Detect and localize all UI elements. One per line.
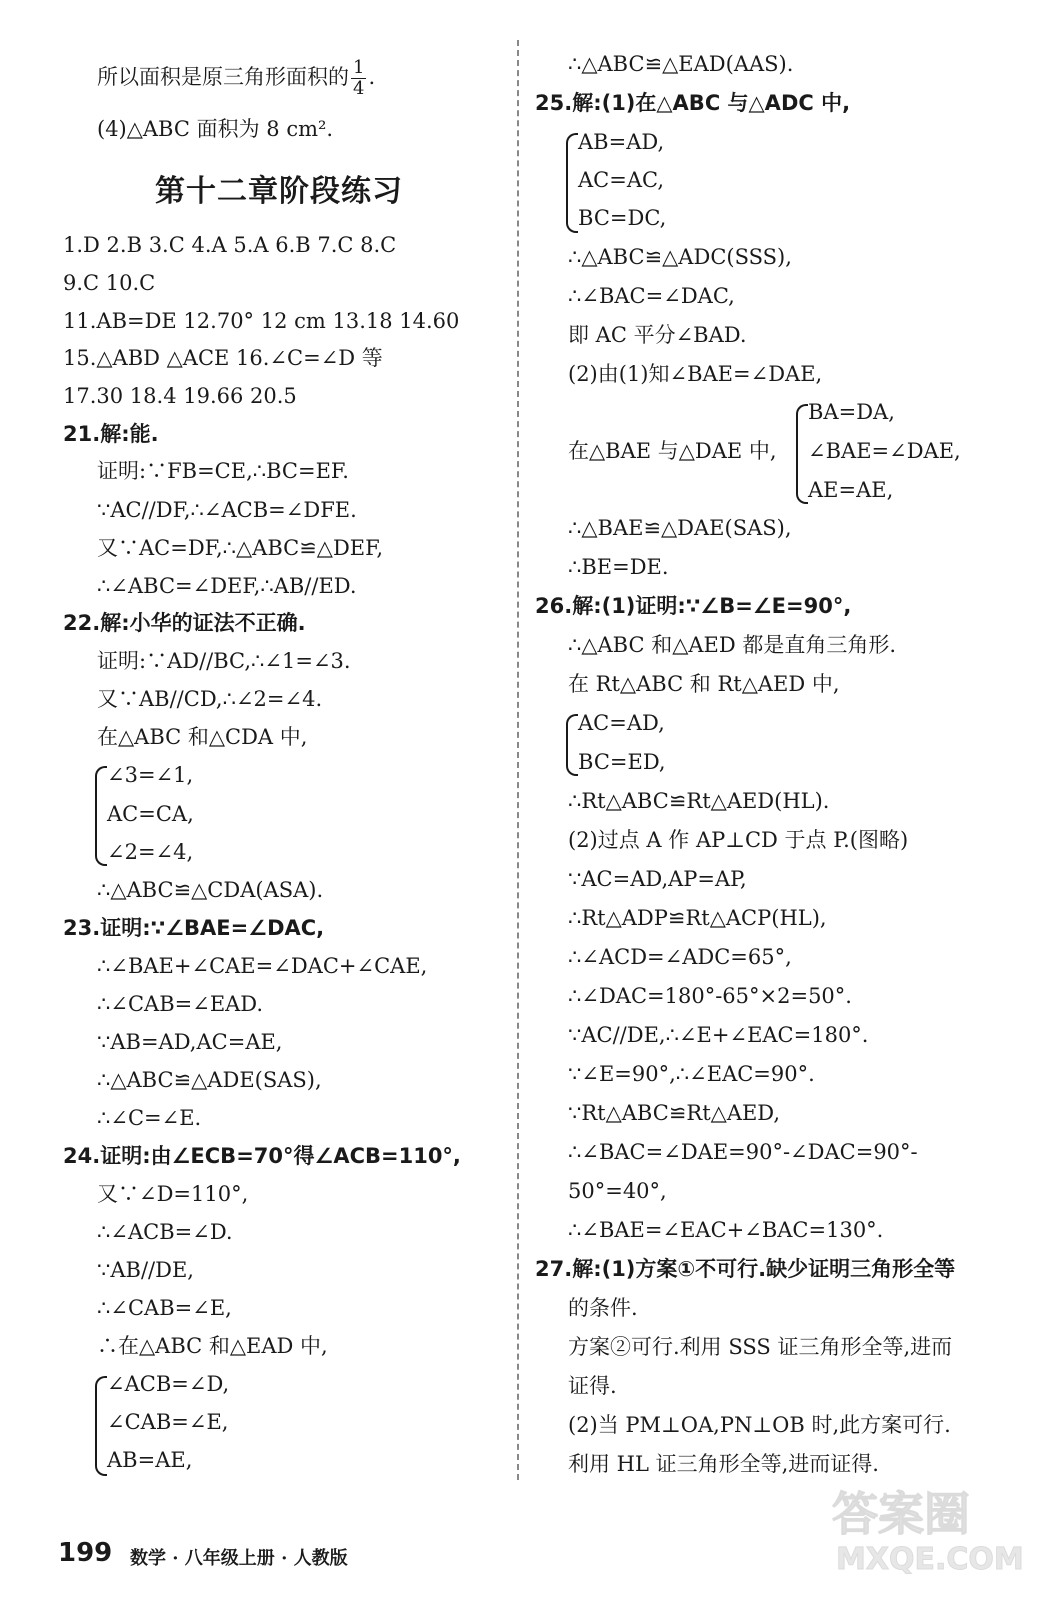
- proof-line: ∴∠ACB=∠D.: [97, 1220, 233, 1244]
- q26-heading: 26.解:(1)证明:∵∠B=∠E=90°,: [535, 594, 852, 618]
- proof-line: ∴△BAE≌△DAE(SAS),: [568, 516, 792, 540]
- proof-line: (2)过点 A 作 AP⊥CD 于点 P.(图略): [568, 828, 909, 852]
- intro-q4-line: (4)△ABC 面积为 8 cm².: [97, 117, 334, 141]
- proof-line: ∴Rt△ABC≌Rt△AED(HL).: [568, 789, 830, 813]
- system-line: ∠2=∠4,: [107, 840, 194, 864]
- fraction-numerator: 1: [353, 57, 365, 78]
- intro-area-end: .: [368, 65, 376, 89]
- proof-line: ∴△ABC 和△AED 都是直角三角形.: [568, 633, 897, 657]
- system-line: ∠CAB=∠E,: [107, 1410, 229, 1434]
- intro-area-text: 所以面积是原三角形面积的: [97, 65, 349, 89]
- system-line: AE=AE,: [808, 478, 894, 502]
- system-line: ∠3=∠1,: [107, 763, 194, 787]
- proof-line: ∵∠E=90°,∴∠EAC=90°.: [568, 1062, 815, 1086]
- proof-line: ∴∠DAC=180°-65°×2=50°.: [568, 984, 852, 1008]
- proof-line: 又∵∠D=110°,: [97, 1182, 249, 1206]
- fraction-denominator: 4: [353, 78, 365, 99]
- q25-heading: 25.解:(1)在△ABC 与△ADC 中,: [535, 91, 851, 115]
- proof-line: ∴∠C=∠E.: [97, 1106, 202, 1130]
- system-line: AB=AE,: [107, 1448, 193, 1472]
- proof-line: ∴BE=DE.: [568, 555, 669, 579]
- proof-line: 即 AC 平分∠BAD.: [568, 323, 747, 347]
- system-brace: [796, 404, 808, 504]
- proof-line: (2)由(1)知∠BAE=∠DAE,: [568, 362, 823, 386]
- proof-line: ∴∠BAE=∠EAC+∠BAC=130°.: [568, 1218, 884, 1242]
- proof-line: 又∵AC=DF,∴△ABC≌△DEF,: [97, 536, 384, 560]
- proof-line: ∵AB=AD,AC=AE,: [97, 1030, 283, 1054]
- proof-line: 证明:∵AD//BC,∴∠1=∠3.: [97, 649, 351, 673]
- system-line: ∠BAE=∠DAE,: [808, 439, 961, 463]
- watermark-bottom-text: MXQE.COM: [836, 1542, 1024, 1577]
- proof-line: 在△ABC 和△CDA 中,: [97, 725, 308, 749]
- q22-heading: 22.解:小华的证法不正确.: [63, 611, 306, 635]
- proof-line: ∵AC//DE,∴∠E+∠EAC=180°.: [568, 1023, 869, 1047]
- proof-line: ∵Rt△ABC≌Rt△AED,: [568, 1101, 781, 1125]
- system-brace: [95, 1376, 107, 1476]
- answer-line: 17.30 18.4 19.66 20.5: [63, 384, 297, 408]
- answer-line: 1.D 2.B 3.C 4.A 5.A 6.B 7.C 8.C: [63, 233, 397, 257]
- q24-heading: 24.证明:由∠ECB=70°得∠ACB=110°,: [63, 1144, 461, 1168]
- proof-line: ∵AB//DE,: [97, 1258, 194, 1282]
- answer-line: 15.△ABD △ACE 16.∠C=∠D 等: [63, 346, 383, 370]
- column-divider: [517, 40, 519, 1480]
- proof-line: 方案②可行.利用 SSS 证三角形全等,进而: [568, 1335, 953, 1359]
- system-line: AC=AC,: [578, 168, 664, 192]
- proof-line: 证明:∵FB=CE,∴BC=EF.: [97, 459, 349, 483]
- q27-heading: 27.解:(1)方案①不可行.缺少证明三角形全等: [535, 1257, 956, 1281]
- system-line: ∠ACB=∠D,: [107, 1372, 230, 1396]
- system-line: AC=CA,: [107, 802, 194, 826]
- system-line: BA=DA,: [808, 400, 895, 424]
- proof-line: 在 Rt△ABC 和 Rt△AED 中,: [568, 672, 840, 696]
- system-brace: [566, 133, 578, 233]
- fraction-one-quarter: [351, 58, 366, 99]
- proof-line: ∴Rt△ADP≌Rt△ACP(HL),: [568, 906, 827, 930]
- system-line: BC=DC,: [578, 206, 667, 230]
- watermark-logo: [826, 1478, 1036, 1588]
- answer-line: 9.C 10.C: [63, 271, 156, 295]
- proof-line: ∴∠ACD=∠ADC=65°,: [568, 945, 792, 969]
- proof-line: ∴∠ABC=∠DEF,∴AB//ED.: [97, 574, 357, 598]
- proof-line: ∴在△ABC 和△EAD 中,: [97, 1334, 328, 1358]
- proof-line: ∴△ABC≌△EAD(AAS).: [568, 52, 794, 76]
- watermark-top-text: 答案圈: [832, 1487, 970, 1541]
- proof-line: (2)当 PM⊥OA,PN⊥OB 时,此方案可行.: [568, 1413, 951, 1437]
- proof-line: ∴△ABC≌△ADE(SAS),: [97, 1068, 322, 1092]
- proof-line: ∴∠BAE+∠CAE=∠DAC+∠CAE,: [97, 954, 428, 978]
- intro-area-line: [97, 58, 375, 99]
- proof-line: ∵AC=AD,AP=AP,: [568, 867, 747, 891]
- proof-line: ∴∠BAC=∠DAE=90°-∠DAC=90°-: [568, 1140, 918, 1164]
- system-line: BC=ED,: [578, 750, 666, 774]
- system-brace: [95, 766, 107, 866]
- proof-line: 又∵AB//CD,∴∠2=∠4.: [97, 687, 323, 711]
- proof-line: 利用 HL 证三角形全等,进而证得.: [568, 1452, 879, 1476]
- proof-line: ∴∠CAB=∠EAD.: [97, 992, 264, 1016]
- answer-line: 11.AB=DE 12.70° 12 cm 13.18 14.60: [63, 309, 460, 333]
- proof-line: ∵AC//DF,∴∠ACB=∠DFE.: [97, 498, 357, 522]
- proof-line: 在△BAE 与△DAE 中,: [568, 439, 777, 463]
- proof-line: 50°=40°,: [568, 1179, 667, 1203]
- system-line: AC=AD,: [578, 711, 665, 735]
- system-brace: [566, 714, 578, 776]
- proof-line: ∴∠BAC=∠DAC,: [568, 284, 735, 308]
- chapter-title: 第十二章阶段练习: [155, 174, 403, 209]
- system-line: AB=AD,: [578, 130, 665, 154]
- page-number: 199: [58, 1538, 113, 1568]
- proof-line: ∴∠CAB=∠E,: [97, 1296, 232, 1320]
- q23-heading: 23.证明:∵∠BAE=∠DAC,: [63, 916, 325, 940]
- proof-line: 的条件.: [568, 1296, 638, 1320]
- proof-line: ∴△ABC≌△ADC(SSS),: [568, 245, 792, 269]
- book-info: 数学 · 八年级上册 · 人教版: [130, 1548, 348, 1569]
- proof-line: ∴△ABC≌△CDA(ASA).: [97, 878, 324, 902]
- proof-line: 证得.: [568, 1374, 617, 1398]
- q21-heading: 21.解:能.: [63, 422, 159, 446]
